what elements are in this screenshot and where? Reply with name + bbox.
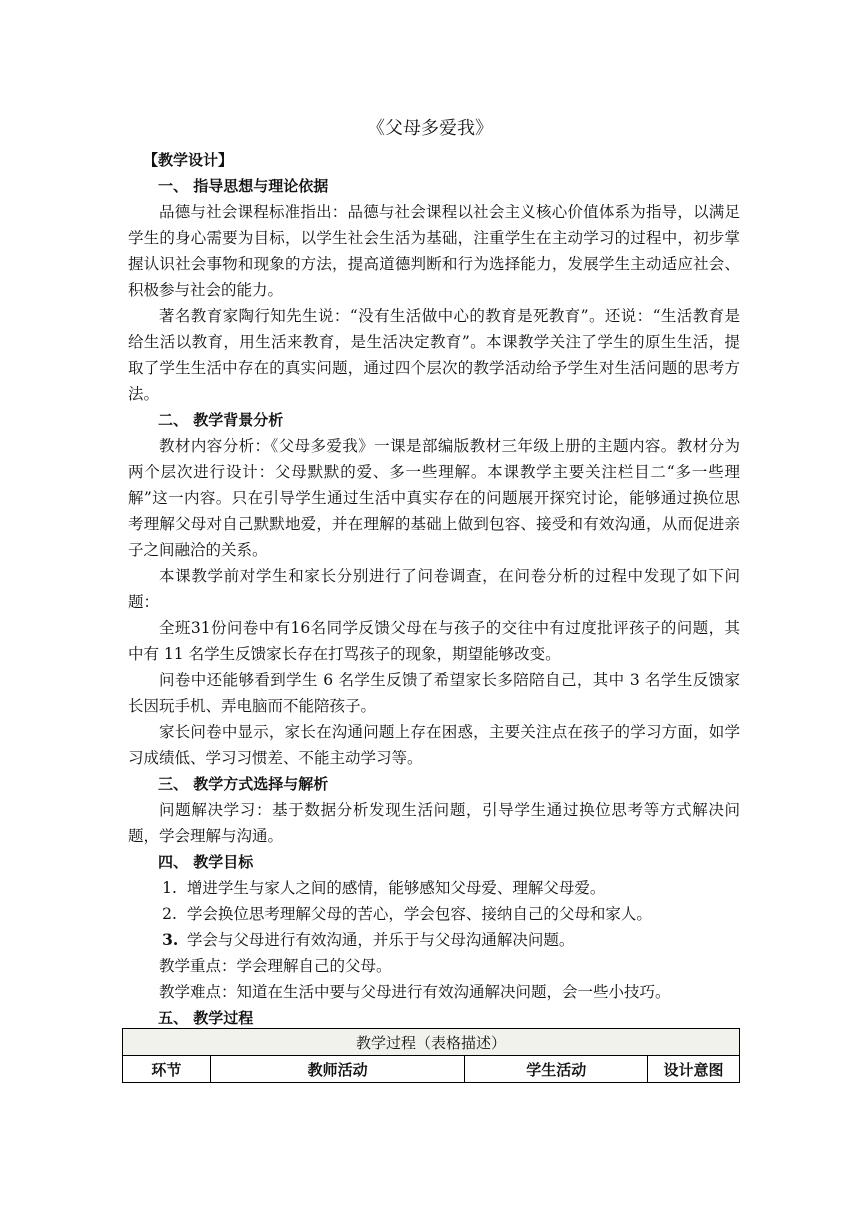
goal-item-3 [128,927,740,953]
column-header-design-intent: 设计意图 [648,1056,740,1083]
section-2-paragraph-5: 家长问卷中显示，家长在沟通问题上存在困惑，主要关注点在孩子的学习方面，如学习成绩低、学习习惯差、不能主动学习等。 [128,723,740,767]
goal-number: 2. [162,905,177,923]
column-header-student-activity: 学生活动 [465,1056,648,1083]
section-2-paragraph-3: 全班31份问卷中有16名同学反馈父母在与孩子的交往中有过度批评孩子的问题，其中有 11 名学生反馈家长存在打骂孩子的现象，期望能够改变。 [128,619,740,663]
goal-number: 1. [162,879,177,897]
section-1-paragraph-1: 品德与社会课程标准指出：品德与社会课程以社会主义核心价值体系为指导，以满足学生的身心需要为目标，以学生社会生活为基础，注重学生在主动学习的过程中，初步掌握认识社会事物和现象的方法，提高道德判断和行为选择能力，发展学生主动适应社会、积极参与社会的能力。 [128,203,740,299]
goal-number: 3. [162,930,179,949]
section-1-heading: 一、 指导思想与理论依据 [158,177,329,195]
document-body [128,147,740,1031]
column-header-stage: 环节 [123,1056,211,1083]
column-header-teacher-activity: 教师活动 [210,1056,465,1083]
goal-item-1 [128,875,740,901]
section-2-paragraph-4: 问卷中还能够看到学生 6 名学生反馈了希望家长多陪陪自己，其中 3 名学生反馈家长因玩手机、弄电脑而不能陪孩子。 [128,671,740,715]
goal-text: 学会与父母进行有效沟通，并乐于与父母沟通解决问题。 [186,931,575,949]
section-5-heading: 五、 教学过程 [158,1009,254,1027]
teaching-difficulty: 教学难点：知道在生活中要与父母进行有效沟通解决问题，会一些小技巧。 [159,983,671,1001]
table-header-row [123,1056,740,1083]
section-4-heading: 四、 教学目标 [158,853,254,871]
section-2-paragraph-1: 教材内容分析：《父母多爱我》一课是部编版教材三年级上册的主题内容。教材分为两个层次进行设计：父母默默的爱、多一些理解。本课教学主要关注栏目二“多一些理解”这一内容。只在引导学生通过生活中真实存在的问题展开探究讨论，能够通过换位思考理解父母对自己默默地爱，并在理解的基础上做到包容、接受和有效沟通，从而促进亲子之间融洽的关系。 [128,437,740,559]
goal-item-2 [128,901,740,927]
document-title: 《父母多爱我》 [367,118,493,139]
section-3-heading: 三、 教学方式选择与解析 [158,775,329,793]
teaching-key-point: 教学重点：学会理解自己的父母。 [159,957,392,975]
goal-text: 学会换位思考理解父母的苦心，学会包容、接纳自己的父母和家人。 [186,905,652,923]
section-2-heading: 二、 教学背景分析 [158,411,284,429]
goal-text: 增进学生与家人之间的感情，能够感知父母爱、理解父母爱。 [186,879,606,897]
section-2-paragraph-2: 本课教学前对学生和家长分别进行了问卷调查，在问卷分析的过程中发现了如下问题： [128,567,740,611]
section-3-paragraph-1: 问题解决学习：基于数据分析发现生活问题，引导学生通过换位思考等方式解决问题，学会理解与沟通。 [128,801,740,845]
table-caption: 教学过程（表格描述） [123,1029,740,1056]
section-1-paragraph-2: 著名教育家陶行知先生说：“没有生活做中心的教育是死教育”。还说：“生活教育是给生活以教育，用生活来教育，是生活决定教育”。本课教学关注了学生的原生生活，提取了学生生活中存在的真实问题，通过四个层次的教学活动给予学生对生活问题的思考方法。 [128,307,740,403]
section-main-heading: 【教学设计】 [143,151,234,169]
teaching-process-table [122,1028,740,1083]
